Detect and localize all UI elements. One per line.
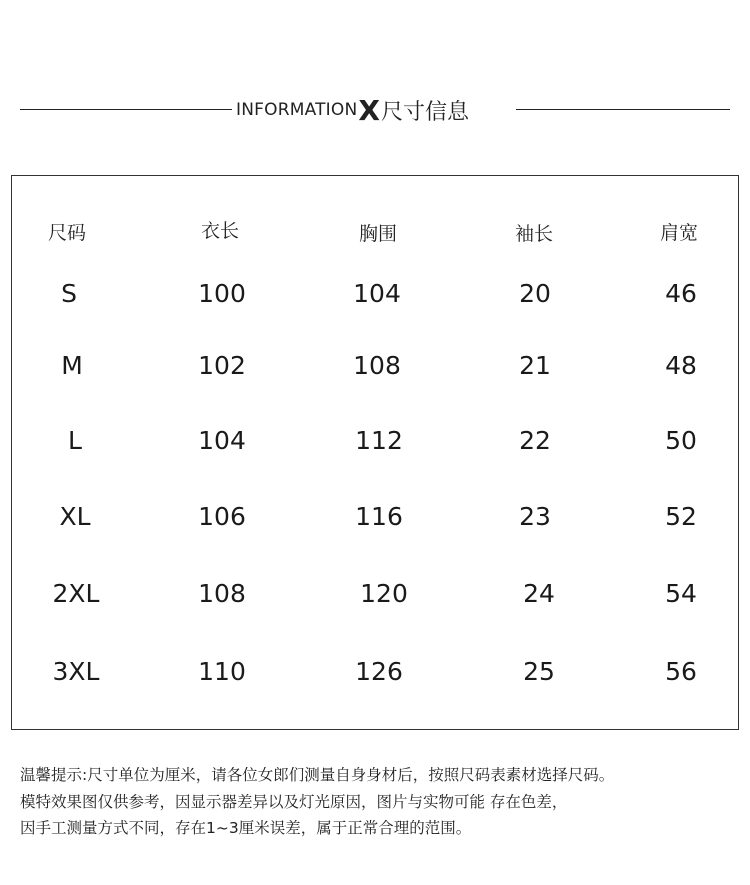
table-cell: 104 <box>198 426 246 455</box>
table-cell: L <box>68 426 82 455</box>
table-cell: 50 <box>665 426 697 455</box>
note-line: 模特效果图仅供参考，因显示器差异以及灯光原因，图片与实物可能 存在色差， <box>20 792 568 811</box>
header-size: 尺码 <box>47 222 87 244</box>
header-length: 衣长 <box>200 220 240 242</box>
title-english: INFORMATION <box>236 100 358 120</box>
table-cell: 25 <box>523 657 555 686</box>
table-cell: 52 <box>665 502 697 531</box>
size-table <box>11 175 739 730</box>
header-shoulder: 肩宽 <box>659 222 699 244</box>
table-cell: 100 <box>198 279 246 308</box>
header-chest: 胸围 <box>358 223 398 245</box>
table-cell: S <box>61 279 77 308</box>
note-line: 因手工测量方式不同，存在1~3厘米误差，属于正常合理的范围。 <box>20 819 472 837</box>
table-cell: 120 <box>360 579 408 608</box>
header-sleeve: 袖长 <box>514 223 554 245</box>
table-cell: 112 <box>355 426 403 455</box>
header-divider-left <box>20 109 232 110</box>
size-notes <box>20 762 745 842</box>
table-cell: 54 <box>665 579 697 608</box>
section-title <box>236 92 512 128</box>
table-cell: 23 <box>519 502 551 531</box>
table-cell: 2XL <box>52 579 100 608</box>
table-cell: 102 <box>198 351 246 380</box>
title-chinese: 尺寸信息 <box>380 99 469 125</box>
table-cell: 108 <box>198 579 246 608</box>
table-cell: 20 <box>519 279 551 308</box>
table-cell: 24 <box>523 579 555 608</box>
table-cell: 126 <box>355 657 403 686</box>
table-cell: 22 <box>519 426 551 455</box>
table-cell: 3XL <box>52 657 100 686</box>
table-cell: 110 <box>198 657 246 686</box>
table-cell: 108 <box>353 351 401 380</box>
table-cell: XL <box>59 502 91 531</box>
table-cell: 56 <box>665 657 697 686</box>
table-cell: 48 <box>665 351 697 380</box>
title-separator: X <box>358 93 380 127</box>
section-header <box>0 84 750 134</box>
table-cell: 104 <box>353 279 401 308</box>
table-cell: 46 <box>665 279 697 308</box>
table-cell: 106 <box>198 502 246 531</box>
note-line: 温馨提示:尺寸单位为厘米，请各位女郎们测量自身身材后，按照尺码表素材选择尺码。 <box>20 766 615 784</box>
header-divider-right <box>516 109 730 110</box>
table-cell: 21 <box>519 351 551 380</box>
table-cell: M <box>61 351 83 380</box>
table-cell: 116 <box>355 502 403 531</box>
